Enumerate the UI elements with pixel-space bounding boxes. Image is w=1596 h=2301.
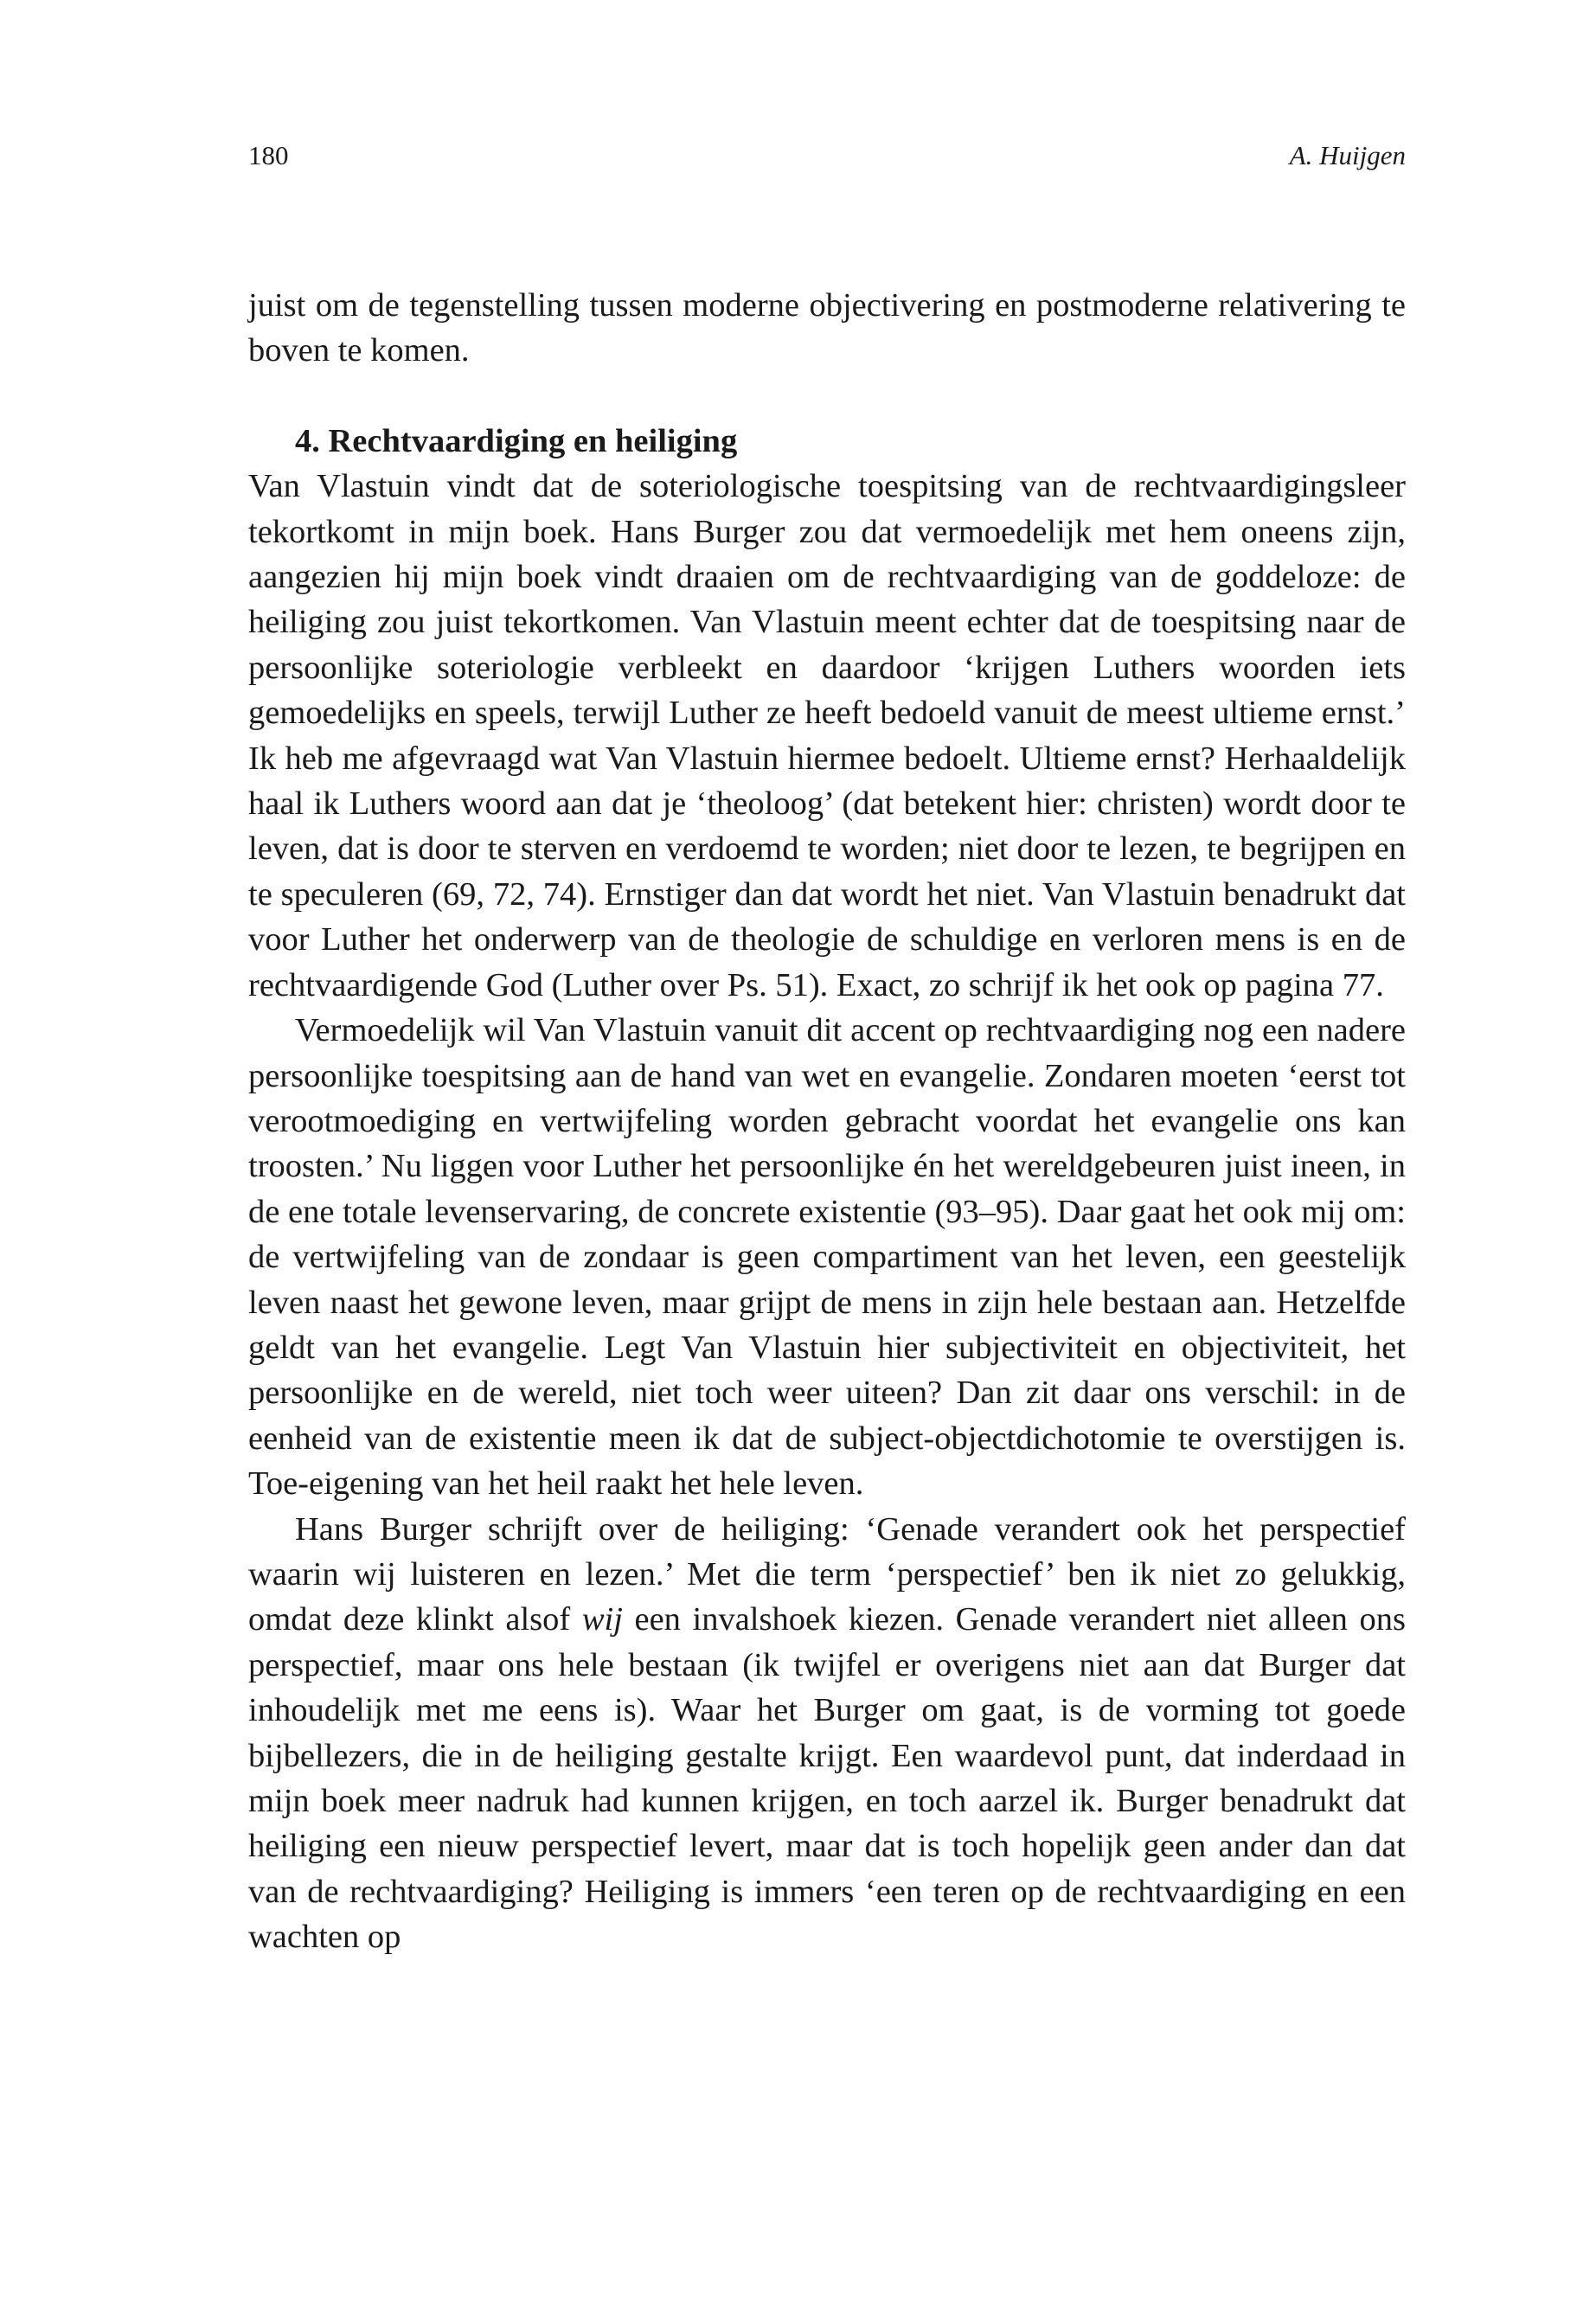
- paragraph: Vermoedelijk wil Van Vlastuin vanuit dit accent op rechtvaardiging nog een nadere persoonlijke toespitsing aan de hand van wet en evangelie. Zondaren moeten ‘eerst tot verootmoediging en vertwijfeling worden gebracht voordat het evangelie ons kan troosten.’ Nu liggen voor Luther het persoonlijke én het wereldgebeuren juist ineen, in de ene totale levenservaring, de concrete existentie (93–95). Daar gaat het ook mij om: de vertwijfeling van de zondaar is geen compartiment van het leven, een geestelijk leven naast het gewone leven, maar grijpt de mens in zijn hele bestaan aan. Hetzelfde geldt van het evangelie. Legt Van Vlastuin hier subjectiviteit en objectiviteit, het persoonlijke en de wereld, niet toch weer uiteen? Dan zit daar ons verschil: in de eenheid van de existentie meen ik dat de subject-objectdichotomie te overstijgen is. Toe-eigening van het heil raakt het hele leven.: [248, 1012, 1406, 1503]
- main-text: [248, 283, 1406, 1960]
- emphasized-word: wij: [581, 1601, 623, 1638]
- paragraph-text: een invalshoek kiezen. Genade verandert niet alleen ons perspectief, maar ons hele bestaan (ik twijfel er overigens niet aan dat Burger dat inhoudelijk met me eens is). Waar het Burger om gaat, is de vorming tot goede bijbellezers, die in de heiliging gestalte krijgt. Een waardevol punt, dat inderdaad in mijn boek meer nadruk had kunnen krijgen, en toch aarzel ik. Burger benadrukt dat heiliging een nieuw perspectief levert, maar dat is toch hopelijk geen ander dan dat van de rechtvaardiging? Heiliging is immers ‘een teren op de rechtvaardiging en een wachten op: [248, 1601, 1406, 1956]
- running-head-author: A. Huijgen: [1289, 140, 1406, 170]
- section-heading: 4. Rechtvaardiging en heiliging: [295, 422, 738, 459]
- page-number: 180: [248, 140, 289, 170]
- paragraph: Van Vlastuin vindt dat de soteriologische toespitsing van de rechtvaardigingsleer tekortkomt in mijn boek. Hans Burger zou dat vermoedelijk met hem oneens zijn, aangezien hij mijn boek vindt draaien om de rechtvaardiging van de goddeloze: de heiliging zou juist tekortkomen. Van Vlastuin meent echter dat de toespitsing naar de persoonlijke soteriologie verbleekt en daardoor ‘krijgen Luthers woorden iets gemoedelijks en speels, terwijl Luther ze heeft bedoeld vanuit de meest ultieme ernst.’ Ik heb me afgevraagd wat Van Vlastuin hiermee bedoelt. Ultieme ernst? Herhaaldelijk haal ik Luthers woord aan dat je ‘theoloog’ (dat betekent hier: christen) wordt door te leven, dat is door te sterven en verdoemd te worden; niet door te lezen, te begrijpen en te speculeren (69, 72, 74). Ernstiger dan dat wordt het niet. Van Vlastuin benadrukt dat voor Luther het onderwerp van de theologie de schuldige en verloren mens is en de rechtvaardigende God (Luther over Ps. 51). Exact, zo schrijf ik het ook op pagina 77.: [248, 468, 1406, 1003]
- paragraph-text: Hans Burger schrijft over de heiliging: ‘Genade verandert ook het perspectief waarin wij luisteren en lezen.’ Met die term ‘perspectief’ ben ik niet zo gelukkig, omdat deze klinkt alsof: [248, 1510, 1406, 1638]
- paragraph: [248, 1507, 1406, 1960]
- paragraph-continued: juist om de tegenstelling tussen moderne objectivering en postmoderne relativering te boven te komen.: [248, 287, 1406, 369]
